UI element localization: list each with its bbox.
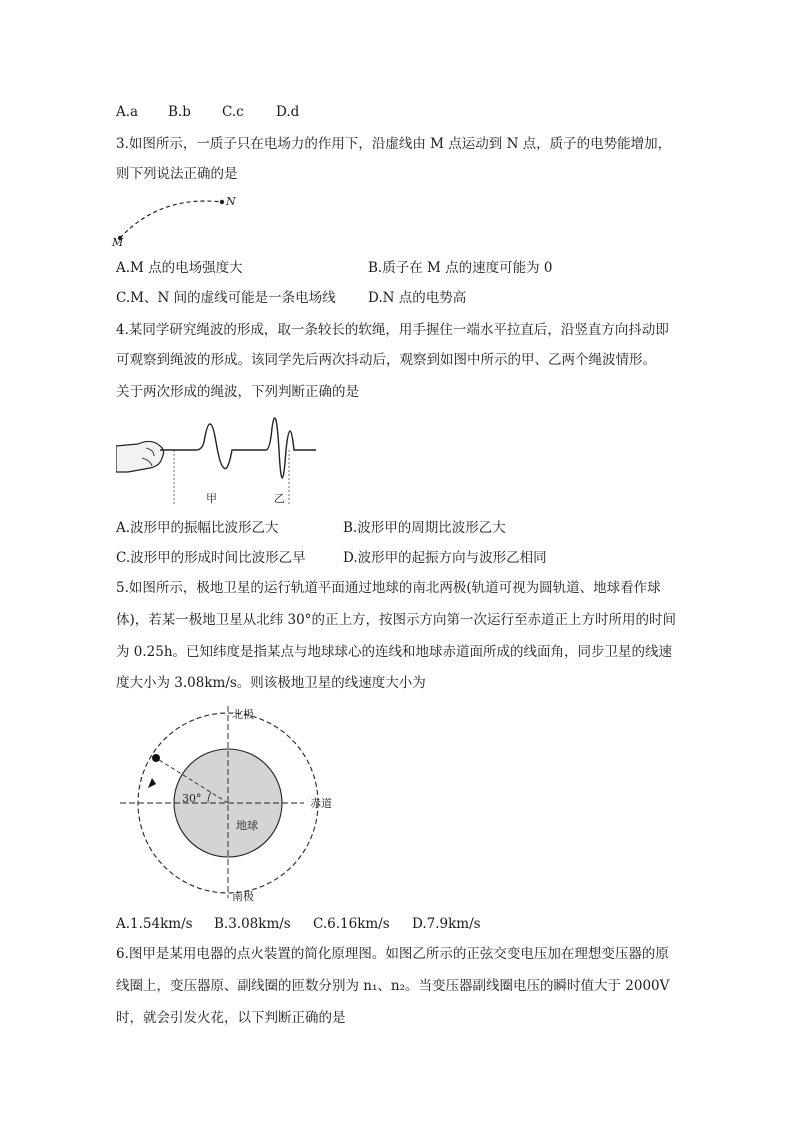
- hand-icon: [116, 441, 164, 472]
- q4-stem-line-1: 4.某同学研究绳波的形成，取一条较长的软绳，用手握住一端水平拉直后，沿竖直方向抖动即: [116, 322, 669, 338]
- q2-option-b: B.b: [168, 104, 191, 120]
- q2-option-c: C.c: [222, 104, 244, 120]
- q5-option-c: C.6.16km/s: [313, 916, 390, 932]
- q3-option-a: A.M 点的电场强度大: [116, 260, 243, 276]
- q5-stem-line-1: 5.如图所示，极地卫星的运行轨道平面通过地球的南北两极(轨道可视为圆轨道、地球看作球: [116, 580, 661, 596]
- q3-option-b: B.质子在 M 点的速度可能为 0: [368, 260, 553, 276]
- q5-polar-orbit-figure: [116, 700, 356, 910]
- q3-stem-line-1: 3.如图所示，一质子只在电场力的作用下，沿虚线由 M 点运动到 N 点，质子的电势能增加，: [116, 136, 672, 152]
- q4-option-d: D.波形甲的起振方向与波形乙相同: [343, 550, 547, 566]
- q3-option-c: C.M、N 间的虚线可能是一条电场线: [116, 290, 336, 306]
- q4-stem-line-2: 可观察到绳波的形成。该同学先后两次抖动后，观察到如图中所示的甲、乙两个绳波情形。: [116, 352, 656, 368]
- q4-option-c: C.波形甲的形成时间比波形乙早: [116, 550, 306, 566]
- q5-stem-line-3: 为 0.25h。已知纬度是指某点与地球球心的连线和地球赤道面所成的线面角，同步卫星的线速: [116, 644, 673, 660]
- q3-option-d: D.N 点的电势高: [368, 290, 467, 306]
- q4-option-b: B.波形甲的周期比波形乙大: [343, 520, 506, 536]
- q6-stem-line-2: 线圈上，变压器原、副线圈的匝数分别为 n₁、n₂。当变压器副线圈电压的瞬时值大于 2000V: [116, 978, 670, 994]
- q5-stem-line-4: 度大小为 3.08km/s。则该极地卫星的线速度大小为: [116, 675, 426, 691]
- q4-option-a: A.波形甲的振幅比波形乙大: [116, 520, 279, 536]
- q3-label-n: N: [226, 195, 236, 208]
- q4-label-jia: 甲: [206, 492, 217, 505]
- q4-label-yi: 乙: [274, 492, 285, 505]
- q5-option-a: A.1.54km/s: [116, 916, 193, 932]
- q5-option-b: B.3.08km/s: [214, 916, 291, 932]
- q5-equator-label: 赤道: [310, 797, 332, 810]
- q6-stem-line-3: 时，就会引发火花，以下判断正确的是: [116, 1010, 346, 1026]
- q4-rope-wave-figure: [116, 406, 326, 510]
- q4-stem-line-3: 关于两次形成的绳波，下列判断正确的是: [116, 384, 359, 400]
- q5-north-label: 北极: [232, 708, 254, 721]
- satellite-icon: [152, 754, 160, 762]
- q5-angle-label: 30°: [182, 792, 202, 805]
- q3-trajectory-figure: [110, 190, 250, 250]
- q2-option-a: A.a: [116, 104, 139, 120]
- q2-option-d: D.d: [276, 104, 300, 120]
- q3-label-m: M: [112, 236, 124, 249]
- q5-south-label: 南极: [232, 890, 254, 903]
- q5-stem-line-2: 体)，若某一极地卫星从北纬 30°的正上方，按图示方向第一次运行至赤道正上方时所用的时间: [116, 612, 676, 628]
- q6-stem-line-1: 6.图甲是某用电器的点火装置的简化原理图。如图乙所示的正弦交变电压加在理想变压器的原: [116, 946, 669, 962]
- q5-earth-label: 地球: [236, 819, 258, 832]
- q5-option-d: D.7.9km/s: [412, 916, 481, 932]
- q3-stem-line-2: 则下列说法正确的是: [116, 166, 238, 182]
